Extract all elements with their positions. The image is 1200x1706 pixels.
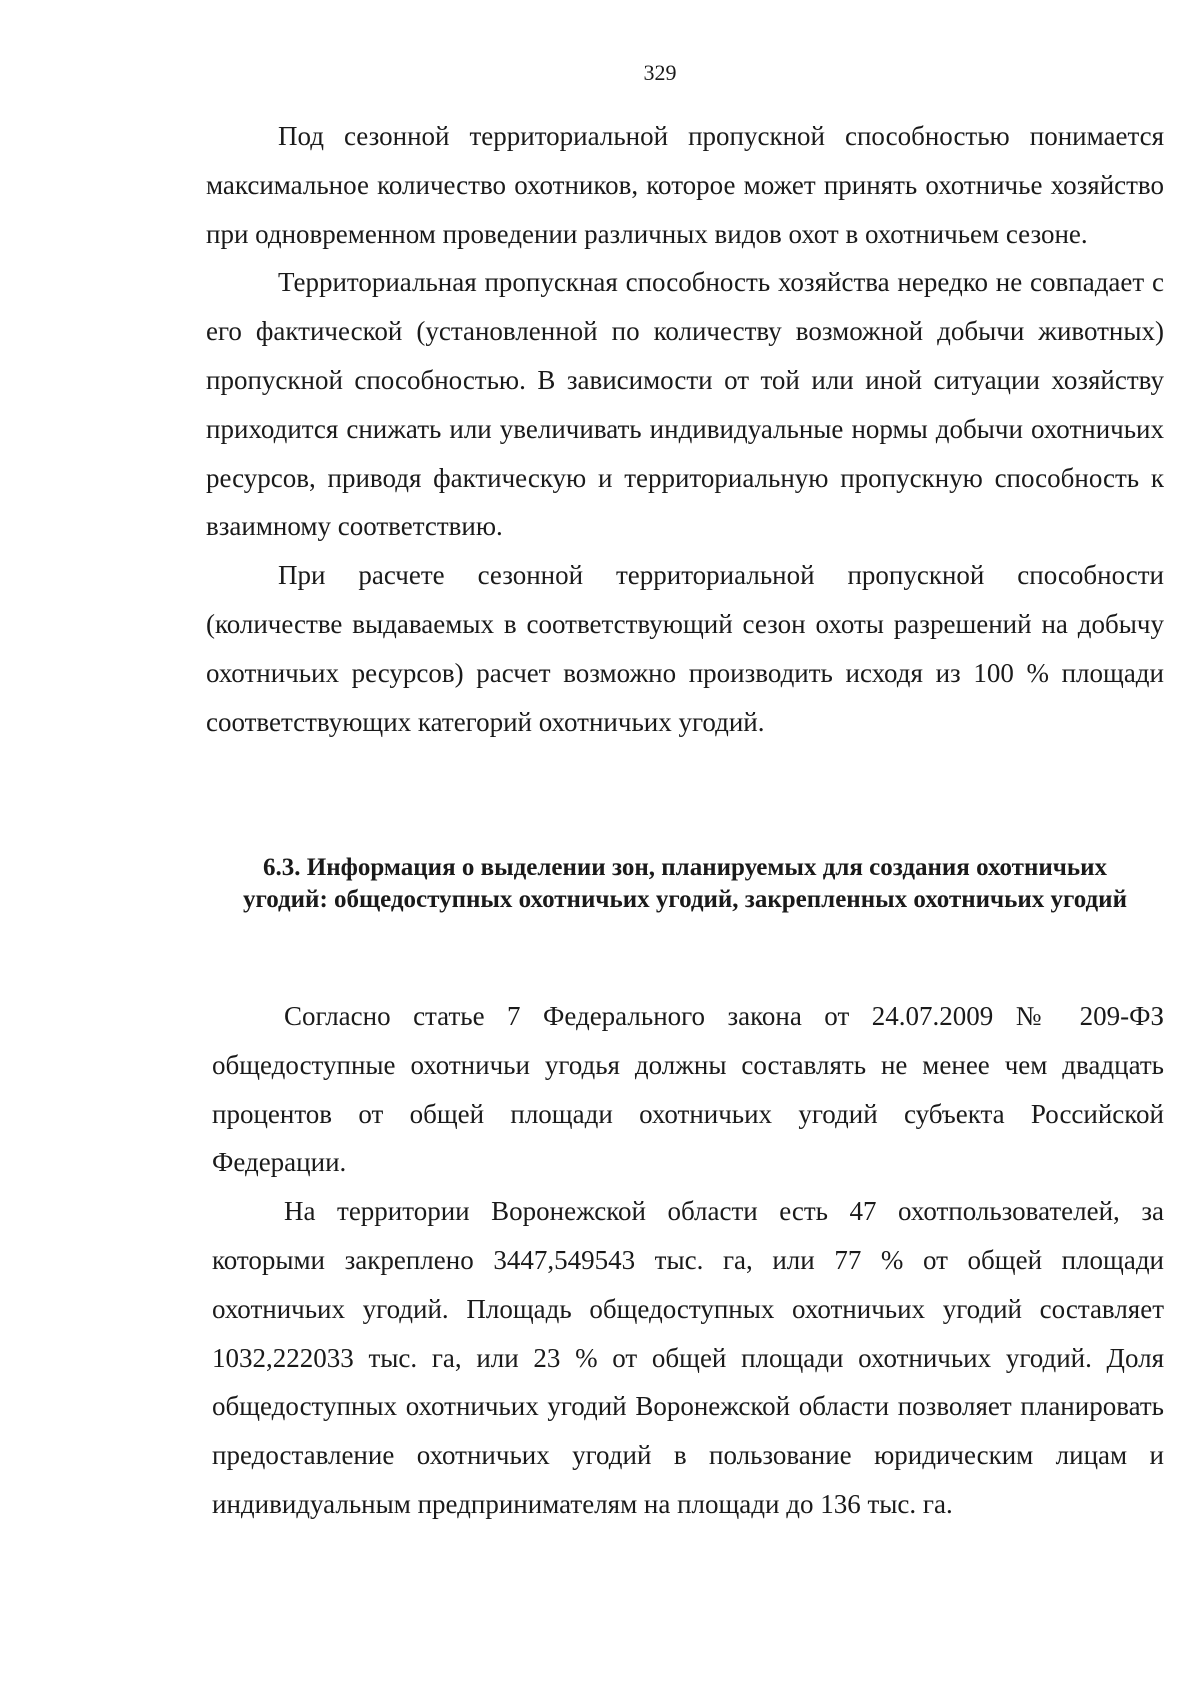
paragraph-seasonal-capacity: Под сезонной территориальной пропускной способностью понимается максимальное количество охотников, которое может принять охотничье хозяйство при одновременном проведении различных видов охот в охотничьем сезоне. xyxy=(206,121,1164,249)
top-text-block xyxy=(206,112,1164,746)
paragraph-voronezh-area: На территории Воронежской области есть 47 охотпользователей, за которыми закреплено 3447,549543 тыс. га, или 77 % от общей площади охотничьих угодий. Площадь общедоступных охотничьих угодий составляет 1032,222033 тыс. га, или 23 % от общей площади охотничьих угодий. Доля общедоступных охотничьих угодий Воронежской области позволяет планировать предоставление охотничьих угодий в пользование юридическим лицам и индивидуальным предпринимателям на площади до 136 тыс. га. xyxy=(212,1196,1164,1519)
paragraph-federal-law: Согласно статье 7 Федерального закона от 24.07.2009 № 209-ФЗ общедоступные охотничьи угодья должны составлять не менее чем двадцать процентов от общей площади охотничьих угодий субъекта Российской Федерации. xyxy=(212,1001,1164,1178)
section-heading: 6.3. Информация о выделении зон, планируемых для создания охотничьих угодий: общедоступных охотничьих угодий, закрепленных охотничьих угодий xyxy=(243,854,1127,913)
paragraph-calculation: При расчете сезонной территориальной пропускной способности (количестве выдаваемых в соответствующий сезон охоты разрешений на добычу охотничьих ресурсов) расчет возможно производить исходя из 100 % площади соответствующих категорий охотничьих угодий. xyxy=(206,560,1164,737)
bottom-text-block xyxy=(212,992,1164,1529)
page-number: 329 xyxy=(643,60,677,85)
paragraph-territorial-capacity: Территориальная пропускная способность хозяйства нередко не совпадает с его фактической (установленной по количеству возможной добычи животных) пропускной способностью. В зависимости от той или иной ситуации хозяйству приходится снижать или увеличивать индивидуальные нормы добычи охотничьих ресурсов, приводя фактическую и территориальную пропускную способность к взаимному соответствию. xyxy=(206,267,1164,542)
section-heading-block xyxy=(226,852,1144,916)
